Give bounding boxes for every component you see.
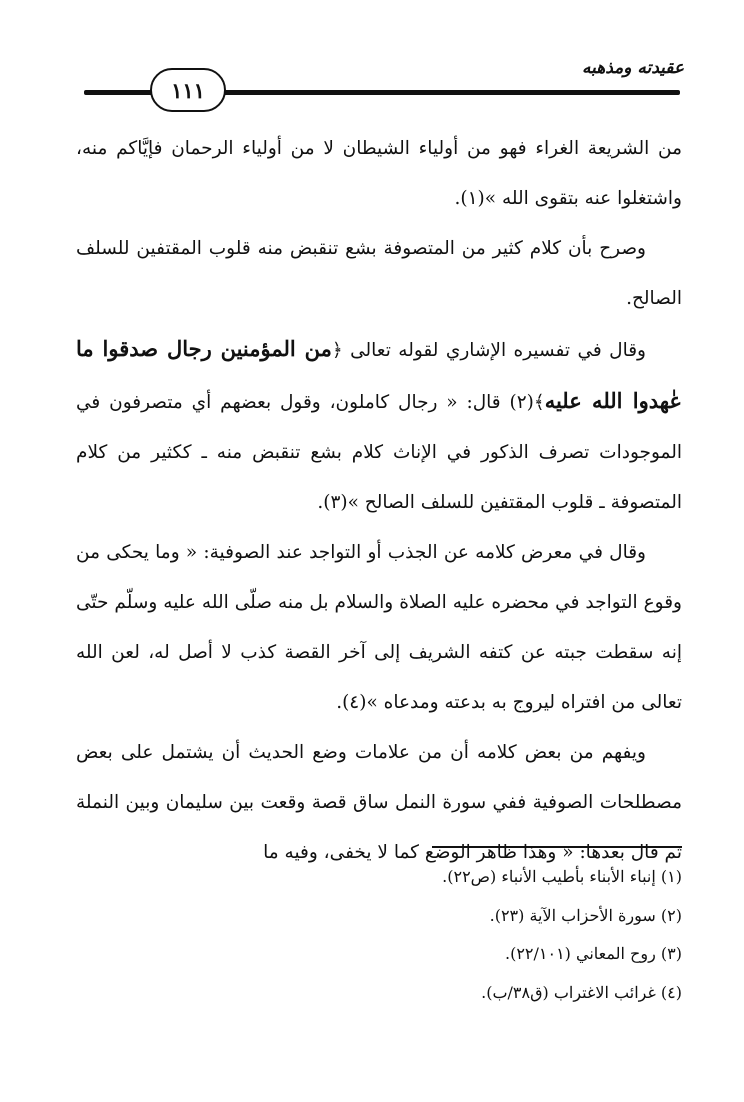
paragraph-3-lead: وقال في تفسيره الإشاري لقوله تعالى ﴿ bbox=[331, 340, 646, 361]
footnote-2: (٢) سورة الأحزاب الآية (٢٣). bbox=[489, 905, 682, 925]
footnote-3: (٣) روح المعاني (٢٢/١٠١). bbox=[504, 944, 682, 963]
paragraph-3-rest: ﴾(٢) قال: « رجال كاملون، وقول بعضهم أي متصرفون في الموجودات تصرف الذكور في الإناث كلام بشع تنقبض منه ـ ككثير من كلام المتصوفة ـ قلوب المقتفين للسلف الصالح »(٣). bbox=[76, 392, 682, 513]
footnote-rule bbox=[432, 846, 682, 848]
paragraph-4: وقال في معرض كلامه عن الجذب أو التواجد عند الصوفية: « وما يحكى من وقوع التواجد في محضره عليه الصلاة والسلام بل منه صلّى الله عليه وسلّم حتّى إنه سقطت جبته عن كتفه الشريف إلى آخر القصة كذب لا أصل له، لعن الله تعالى من افتراه ليروج به بدعته ومدعاه »(٤). bbox=[76, 542, 682, 713]
running-title: عقيدته ومذهبه bbox=[581, 58, 684, 78]
page-number: ١١١ bbox=[150, 68, 226, 112]
paragraph-3 bbox=[76, 324, 682, 528]
quran-verse: من المؤمنين رجال صدقوا ما عٰهدوا الله عليه bbox=[76, 336, 682, 413]
paragraph-1: من الشريعة الغراء فهو من أولياء الشيطان لا من أولياء الرحمان فإيَّاكم منه، واشتغلوا عنه بتقوى الله »(١). bbox=[76, 138, 682, 209]
paragraph-2: وصرح بأن كلام كثير من المتصوفة بشع تنقبض منه قلوب المقتفين للسلف الصالح. bbox=[76, 238, 682, 309]
footnotes bbox=[82, 858, 682, 1012]
main-text bbox=[76, 124, 682, 878]
footnote-4: (٤) غرائب الاغتراب (ق٣٨/ب). bbox=[481, 982, 682, 1002]
footnote-1: (١) إنباء الأبناء بأطيب الأنباء (ص٢٢). bbox=[442, 867, 682, 886]
paragraph-5: ويفهم من بعض كلامه أن من علامات وضع الحديث أن يشتمل على بعض مصطلحات الصوفية ففي سورة النمل ساق قصة وقعت بين سليمان وبين النملة ثم قال بعدها: « وهذا ظاهر الوضع كما لا يخفى، وفيه ما bbox=[76, 742, 682, 863]
